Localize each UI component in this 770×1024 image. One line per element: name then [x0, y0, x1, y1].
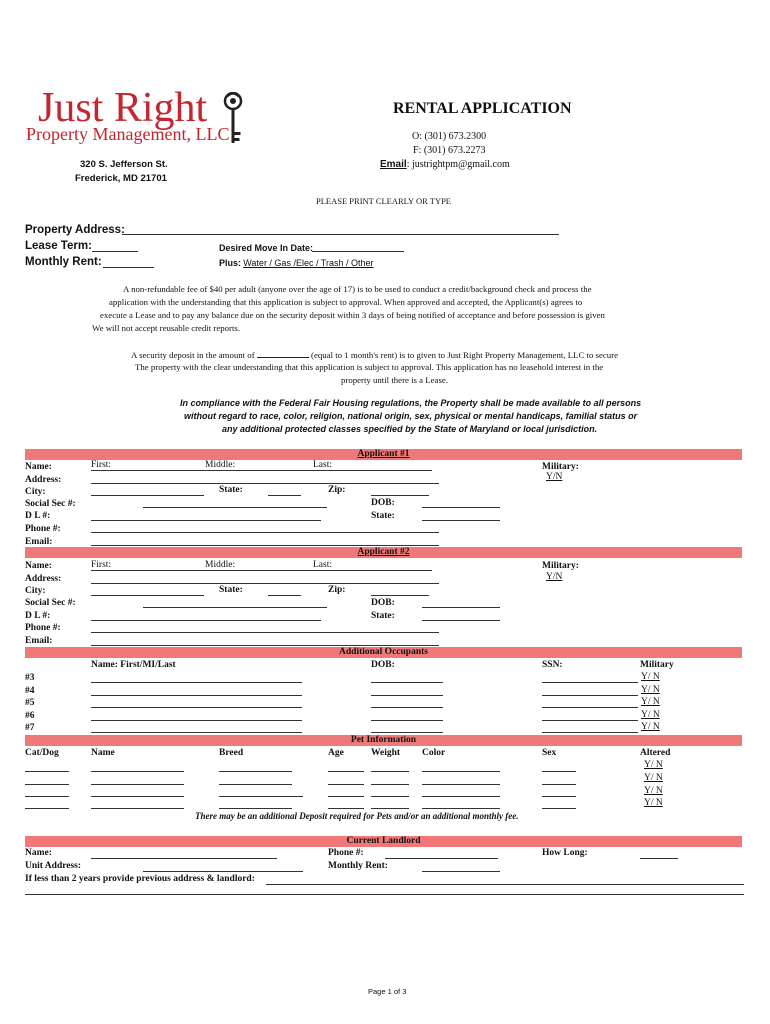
- previous-address-field[interactable]: [266, 884, 744, 885]
- occupant-number: #6: [25, 711, 35, 721]
- landlord-name-label: Name:: [25, 848, 52, 858]
- pet-breed-field[interactable]: [219, 808, 292, 809]
- compliance-line-3: any additional protected classes specified by the State of Maryland or local jurisdiction.: [222, 424, 598, 434]
- previous-address-label: If less than 2 years provide previous address & landlord:: [25, 874, 255, 884]
- pet-color-field[interactable]: [422, 771, 500, 772]
- pet-type-field[interactable]: [25, 796, 69, 797]
- occupant-dob-field[interactable]: [371, 720, 443, 721]
- a2-military-yn[interactable]: Y/N: [546, 572, 563, 582]
- landlord-phone-field[interactable]: [385, 858, 498, 859]
- logo-word-property-management: Property Management, LLC: [26, 124, 230, 144]
- pet-name-field[interactable]: [91, 771, 184, 772]
- applicant2-title: Applicant #2: [357, 547, 410, 557]
- occupant-name-field[interactable]: [91, 707, 302, 708]
- pet-weight-field[interactable]: [371, 771, 409, 772]
- occupant-ssn-field[interactable]: [542, 720, 638, 721]
- occupants-col-name: Name: First/MI/Last: [91, 660, 176, 670]
- a2-address-field[interactable]: [91, 583, 439, 584]
- logo-word-just-right: Just Right: [38, 85, 208, 131]
- fax-number: F: (301) 673.2273: [413, 145, 486, 156]
- landlord-how-long-field[interactable]: [640, 858, 678, 859]
- a1-state-label: State:: [219, 485, 243, 495]
- a2-last-label: Last:: [313, 560, 332, 570]
- plus-label: Plus:: [219, 258, 242, 268]
- occupants-col-military: Military: [640, 660, 674, 670]
- pet-color-field[interactable]: [422, 796, 500, 797]
- pet-sex-field[interactable]: [542, 808, 576, 809]
- a2-dl-label: D L #:: [25, 611, 51, 621]
- pet-altered-yn[interactable]: Y/ N: [644, 798, 663, 808]
- pet-altered-yn[interactable]: Y/ N: [644, 760, 663, 770]
- a1-name-field[interactable]: [91, 470, 432, 471]
- a1-phone-field[interactable]: [91, 532, 439, 533]
- pet-color-field[interactable]: [422, 808, 500, 809]
- property-address-field[interactable]: [122, 234, 559, 235]
- applicant1-header: [25, 449, 742, 460]
- a2-dl-state-label: State:: [371, 611, 395, 621]
- a2-phone-label: Phone #:: [25, 623, 61, 633]
- email-line: [380, 159, 510, 170]
- a2-dob-field[interactable]: [422, 607, 500, 608]
- occupant-military-yn[interactable]: Y/ N: [641, 685, 660, 695]
- pet-name-field[interactable]: [91, 784, 184, 785]
- applicant2-header: [25, 547, 742, 558]
- a2-dl-field[interactable]: [91, 620, 321, 621]
- a1-military-yn[interactable]: Y/N: [546, 472, 563, 482]
- pet-breed-field[interactable]: [219, 784, 292, 785]
- a1-zip-label: Zip:: [328, 485, 346, 495]
- company-city: Frederick, MD 21701: [75, 173, 167, 184]
- pets-col-color: Color: [422, 748, 446, 758]
- lease-term-label: Lease Term:: [25, 240, 92, 252]
- landlord-how-long-label: How Long:: [542, 848, 588, 858]
- page-number: Page 1 of 3: [368, 987, 407, 996]
- pet-weight-field[interactable]: [371, 808, 409, 809]
- pet-altered-yn[interactable]: Y/ N: [644, 786, 663, 796]
- a1-first-label: First:: [91, 460, 112, 470]
- pet-age-field[interactable]: [328, 784, 364, 785]
- deposit-line-3: property until there is a Lease.: [341, 375, 448, 385]
- deposit-line-1: [131, 349, 618, 360]
- occupant-dob-field[interactable]: [371, 707, 443, 708]
- a2-military-label: Military:: [542, 561, 579, 571]
- pets-col-sex: Sex: [542, 748, 557, 758]
- a2-city-field[interactable]: [91, 595, 204, 596]
- a1-military-label: Military:: [542, 462, 579, 472]
- a2-ssn-field[interactable]: [143, 607, 327, 608]
- a1-last-label: Last:: [313, 460, 332, 470]
- occupant-number: #4: [25, 686, 35, 696]
- a2-ssn-label: Social Sec #:: [25, 598, 76, 608]
- previous-address-field-line-2[interactable]: [25, 894, 744, 895]
- occupant-number: #7: [25, 723, 35, 733]
- move-in-field[interactable]: [312, 251, 404, 252]
- pets-col-weight: Weight: [371, 748, 401, 758]
- pet-breed-field[interactable]: [219, 771, 292, 772]
- print-note: PLEASE PRINT CLEARLY OR TYPE: [316, 196, 452, 206]
- occupant-ssn-field[interactable]: [542, 707, 638, 708]
- pet-weight-field[interactable]: [371, 796, 409, 797]
- pet-age-field[interactable]: [328, 771, 364, 772]
- landlord-rent-field[interactable]: [422, 871, 500, 872]
- pet-sex-field[interactable]: [542, 796, 576, 797]
- pet-sex-field[interactable]: [542, 771, 576, 772]
- occupant-name-field[interactable]: [91, 682, 302, 683]
- pet-type-field[interactable]: [25, 808, 69, 809]
- pets-col-type: Cat/Dog: [25, 748, 59, 758]
- pet-altered-yn[interactable]: Y/ N: [644, 773, 663, 783]
- landlord-unit-label: Unit Address:: [25, 861, 82, 871]
- monthly-rent-label: Monthly Rent:: [25, 256, 102, 268]
- a1-dl-state-label: State:: [371, 511, 395, 521]
- occupant-ssn-field[interactable]: [542, 732, 638, 733]
- a1-city-field[interactable]: [91, 495, 204, 496]
- occupant-number: #3: [25, 673, 35, 683]
- a1-dl-state-field[interactable]: [422, 520, 500, 521]
- applicant1-title: Applicant #1: [357, 449, 410, 459]
- a1-phone-label: Phone #:: [25, 524, 61, 534]
- a2-address-label: Address:: [25, 574, 62, 584]
- landlord-title: Current Landlord: [346, 836, 421, 846]
- monthly-rent-field[interactable]: [103, 267, 154, 268]
- a1-zip-field[interactable]: [371, 495, 429, 496]
- a2-email-label: Email:: [25, 636, 53, 646]
- occupant-military-yn[interactable]: Y/ N: [641, 672, 660, 682]
- landlord-name-field[interactable]: [91, 858, 277, 859]
- a1-city-label: City:: [25, 487, 46, 497]
- fee-line-1: A non-refundable fee of $40 per adult (anyone over the age of 17) is to be used to conduct a credit/background check and process the: [123, 284, 592, 294]
- utilities-value: Water / Gas /Elec / Trash / Other: [243, 258, 374, 268]
- pet-type-field[interactable]: [25, 771, 69, 772]
- occupant-dob-field[interactable]: [371, 732, 443, 733]
- landlord-unit-field[interactable]: [143, 871, 303, 872]
- occupant-dob-field[interactable]: [371, 682, 443, 683]
- a1-email-label: Email:: [25, 537, 53, 547]
- pet-breed-field[interactable]: [219, 796, 303, 797]
- occupant-military-yn[interactable]: Y/ N: [641, 710, 660, 720]
- email-value[interactable]: : justrightpm@gmail.com: [406, 159, 510, 170]
- pets-title: Pet Information: [350, 735, 417, 745]
- compliance-line-1: In compliance with the Federal Fair Housing regulations, the Property shall be made available to all persons: [180, 398, 642, 408]
- occupant-number: #5: [25, 698, 35, 708]
- pet-deposit-note: There may be an additional Deposit required for Pets and/or an additional monthly fee.: [195, 811, 519, 821]
- landlord-header: [25, 836, 742, 847]
- a1-middle-label: Middle:: [205, 460, 236, 470]
- a2-city-label: City:: [25, 586, 46, 596]
- a2-dl-state-field[interactable]: [422, 620, 500, 621]
- a2-name-label: Name:: [25, 561, 52, 571]
- a1-ssn-label: Social Sec #:: [25, 499, 76, 509]
- a1-email-field[interactable]: [91, 545, 439, 546]
- a2-zip-label: Zip:: [328, 585, 346, 595]
- pet-type-field[interactable]: [25, 784, 69, 785]
- occupants-title: Additional Occupants: [339, 647, 428, 657]
- occupants-col-ssn: SSN:: [542, 660, 563, 670]
- occupant-name-field[interactable]: [91, 695, 302, 696]
- plus-line: [219, 258, 373, 268]
- fee-line-3: execute a Lease and to pay any balance due on the security deposit within 3 days of being notified of acceptance and before possession is given: [100, 310, 605, 320]
- occupant-military-yn[interactable]: Y/ N: [641, 697, 660, 707]
- a1-address-field[interactable]: [91, 483, 439, 484]
- occupant-military-yn[interactable]: Y/ N: [641, 722, 660, 732]
- a1-state-field[interactable]: [268, 495, 301, 496]
- deposit-terms: (equal to 1 month's rent) is to given to Just Right Property Management, LLC to secure: [311, 350, 619, 360]
- a2-state-field[interactable]: [268, 595, 301, 596]
- property-address-label: Property Address:: [25, 224, 125, 236]
- a1-dob-label: DOB:: [371, 498, 395, 508]
- deposit-amount-field[interactable]: [257, 349, 309, 358]
- pet-age-field[interactable]: [328, 796, 364, 797]
- a2-first-label: First:: [91, 560, 112, 570]
- occupant-name-field[interactable]: [91, 720, 302, 721]
- a2-email-field[interactable]: [91, 645, 439, 646]
- email-label: Email: [380, 159, 407, 170]
- company-logo: [26, 86, 256, 148]
- landlord-rent-label: Monthly Rent:: [328, 861, 388, 871]
- occupants-col-dob: DOB:: [371, 660, 395, 670]
- a2-middle-label: Middle:: [205, 560, 236, 570]
- a2-name-field[interactable]: [91, 570, 432, 571]
- a1-address-label: Address:: [25, 475, 62, 485]
- a1-dl-field[interactable]: [91, 520, 321, 521]
- pets-header: [25, 735, 742, 746]
- form-title: RENTAL APPLICATION: [393, 100, 572, 117]
- deposit-line-2: The property with the clear understanding that this application is subject to approval. This application has no leasehold interest in the: [135, 362, 604, 372]
- compliance-line-2: without regard to race, color, religion, national origin, sex, physical or mental handicaps, familial status or: [184, 411, 638, 421]
- occupants-header: [25, 647, 742, 658]
- a2-phone-field[interactable]: [91, 632, 439, 633]
- deposit-amount-label: A security deposit in the amount of: [131, 350, 255, 360]
- fee-line-2: application with the understanding that this application is subject to approval. When approved and accepted, the Applicant(s) agrees to: [109, 297, 583, 307]
- pet-sex-field[interactable]: [542, 784, 576, 785]
- a2-state-label: State:: [219, 585, 243, 595]
- landlord-phone-label: Phone #:: [328, 848, 364, 858]
- a1-ssn-field[interactable]: [143, 507, 327, 508]
- occupant-ssn-field[interactable]: [542, 695, 638, 696]
- occupant-name-field[interactable]: [91, 732, 302, 733]
- key-icon: [216, 92, 250, 148]
- pet-name-field[interactable]: [91, 808, 184, 809]
- occupant-ssn-field[interactable]: [542, 682, 638, 683]
- a1-dob-field[interactable]: [422, 507, 500, 508]
- company-street: 320 S. Jefferson St.: [80, 159, 168, 170]
- pet-color-field[interactable]: [422, 784, 500, 785]
- move-in-label: Desired Move In Date:: [219, 243, 314, 253]
- office-phone: O: (301) 673.2300: [412, 131, 487, 142]
- a1-name-label: Name:: [25, 462, 52, 472]
- pets-col-altered: Altered: [640, 748, 671, 758]
- lease-term-field[interactable]: [92, 251, 138, 252]
- pets-col-age: Age: [328, 748, 344, 758]
- occupant-dob-field[interactable]: [371, 695, 443, 696]
- fee-line-4: We will not accept reusable credit reports.: [92, 323, 241, 333]
- pet-age-field[interactable]: [328, 808, 364, 809]
- pet-weight-field[interactable]: [371, 784, 409, 785]
- pets-col-breed: Breed: [219, 748, 244, 758]
- a2-dob-label: DOB:: [371, 598, 395, 608]
- a1-dl-label: D L #:: [25, 511, 51, 521]
- pets-col-name: Name: [91, 748, 115, 758]
- a2-zip-field[interactable]: [371, 595, 429, 596]
- pet-name-field[interactable]: [91, 796, 184, 797]
